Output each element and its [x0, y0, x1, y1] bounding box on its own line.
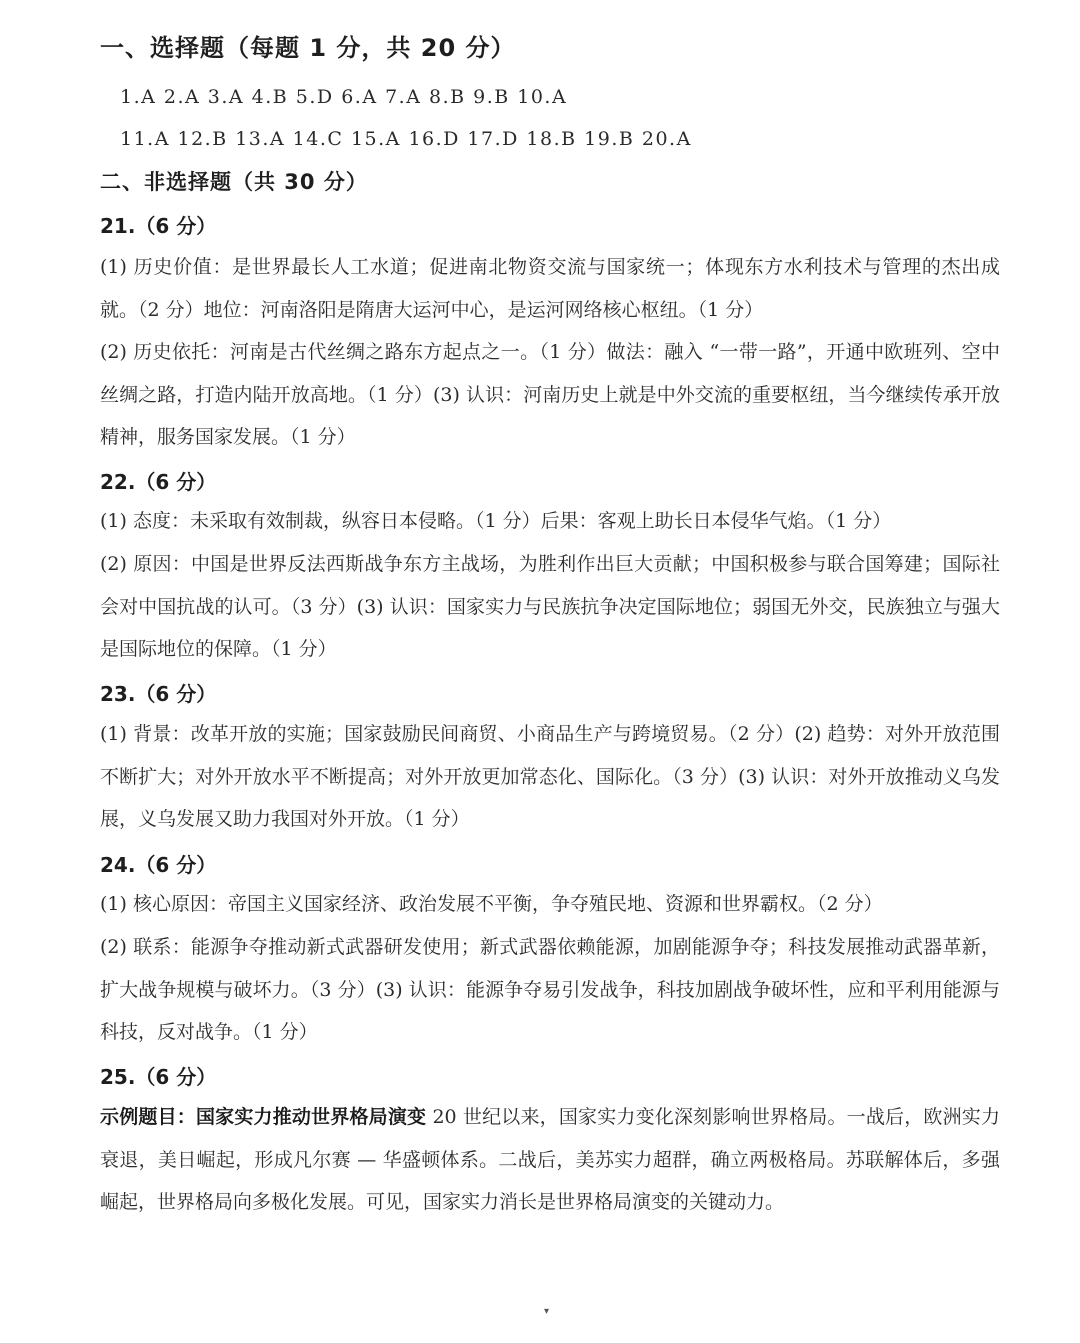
question-25-sample-essay: [100, 1096, 1000, 1224]
question-25-heading: 25.（6 分）: [100, 1065, 217, 1089]
question-22-heading: 22.（6 分）: [100, 470, 217, 494]
page-dot-mark: ▾: [544, 1306, 550, 1317]
question-22-part-2: (2) 原因：中国是世界反法西斯战争东方主战场，为胜利作出巨大贡献；中国积极参与联合国筹建；国际社会对中国抗战的认可。（3 分）(3) 认识：国家实力与民族抗争决定国际地位；弱国无外交，民族独立与强大是国际地位的保障。（1 分）: [100, 553, 1000, 660]
question-24-heading: 24.（6 分）: [100, 853, 217, 877]
question-21-part-1: (1) 历史价值：是世界最长人工水道；促进南北物资交流与国家统一；体现东方水利技术与管理的杰出成就。（2 分）地位：河南洛阳是隋唐大运河中心，是运河网络核心枢纽。（1 分）: [100, 256, 1000, 321]
question-21-part-2: (2) 历史依托：河南是古代丝绸之路东方起点之一。（1 分）做法：融入 “一带一路”，开通中欧班列、空中丝绸之路，打造内陆开放高地。（1 分）(3) 认识：河南历史上就是中外交流的重要枢纽，当今继续传承开放精神，服务国家发展。（1 分）: [100, 341, 1000, 448]
question-24-part-2: (2) 联系：能源争夺推动新式武器研发使用；新式武器依赖能源，加剧能源争夺；科技发展推动武器革新，扩大战争规模与破坏力。（3 分）(3) 认识：能源争夺易引发战争，科技加剧战争破坏性，应和平利用能源与科技，反对战争。（1 分）: [100, 936, 1000, 1043]
question-23-heading: 23.（6 分）: [100, 682, 217, 706]
section-title-non-multiple-choice: 二、非选择题（共 30 分）: [100, 170, 368, 194]
sample-essay-body: 20 世纪以来，国家实力变化深刻影响世界格局。一战后，欧洲实力衰退，美日崛起，形成凡尔赛 — 华盛顿体系。二战后，美苏实力超群，确立两极格局。苏联解体后，多强崛起，世界格局向多极化发展。可见，国家实力消长是世界格局演变的关键动力。: [100, 1106, 1000, 1213]
question-22-part-1: (1) 态度：未采取有效制裁，纵容日本侵略。（1 分）后果：客观上助长日本侵华气焰。（1 分）: [100, 510, 892, 532]
answers-row-2: 11.A 12.B 13.A 14.C 15.A 16.D 17.D 18.B 19.B 20.A: [120, 128, 692, 150]
question-24-part-1: (1) 核心原因：帝国主义国家经济、政治发展不平衡，争夺殖民地、资源和世界霸权。（2 分）: [100, 893, 883, 915]
sample-title-label: 示例题目：国家实力推动世界格局演变: [100, 1106, 427, 1128]
question-23-part-1: (1) 背景：改革开放的实施；国家鼓励民间商贸、小商品生产与跨境贸易。（2 分）(2) 趋势：对外开放范围不断扩大；对外开放水平不断提高；对外开放更加常态化、国际化。（3 分）(3) 认识：对外开放推动义乌发展，义乌发展又助力我国对外开放。（1 分）: [100, 723, 1000, 830]
question-21-heading: 21.（6 分）: [100, 214, 217, 238]
section-title-multiple-choice: 一、选择题（每题 1 分，共 20 分）: [100, 34, 516, 62]
answers-row-1: 1.A 2.A 3.A 4.B 5.D 6.A 7.A 8.B 9.B 10.A: [120, 86, 568, 108]
